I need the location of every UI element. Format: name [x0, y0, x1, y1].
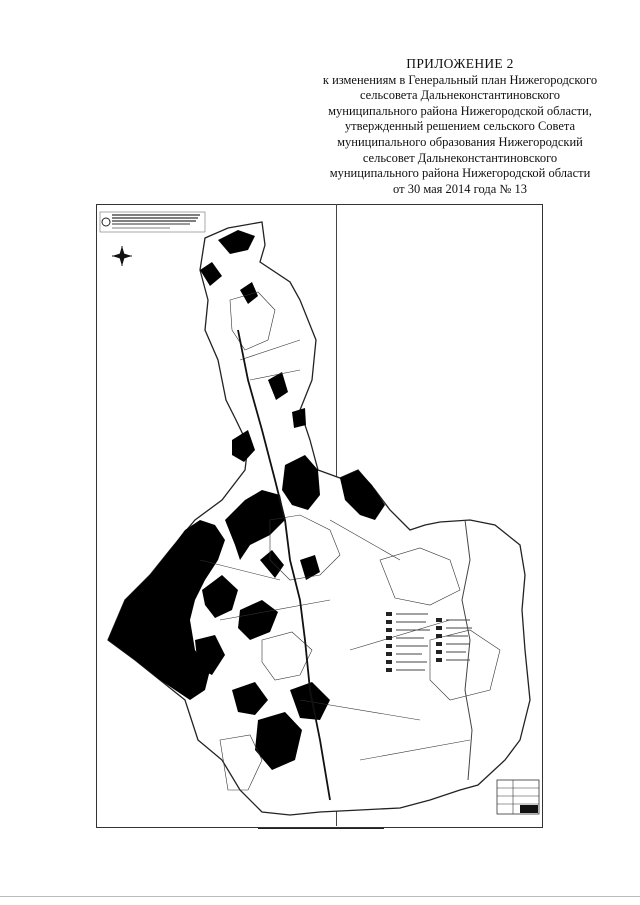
header-line-1: к изменениям в Генеральный план Нижегородского [322, 72, 598, 87]
header-line-3: муниципального района Нижегородской области, [328, 103, 592, 118]
territory-outline [108, 222, 530, 815]
header-line-5: муниципального образования Нижегородский [337, 134, 583, 149]
map-stamp-block [497, 780, 539, 814]
separator-line [258, 828, 384, 829]
page-edge-line [0, 896, 640, 897]
map-title-block [100, 212, 205, 232]
header-line-7: муниципального района Нижегородской области [329, 166, 591, 181]
appendix-title: ПРИЛОЖЕНИЕ 2 [406, 56, 514, 71]
header-line-2: сельсовета Дальнеконстантиновского [359, 88, 560, 103]
header-line-date: от 30 мая 2014 года № 13 [393, 181, 527, 196]
header-line-6: сельсовет Дальнеконстантиновского [362, 150, 558, 165]
header-line-4: утвержденный решением сельского Совета [344, 119, 576, 134]
compass-rose-icon [112, 246, 132, 266]
